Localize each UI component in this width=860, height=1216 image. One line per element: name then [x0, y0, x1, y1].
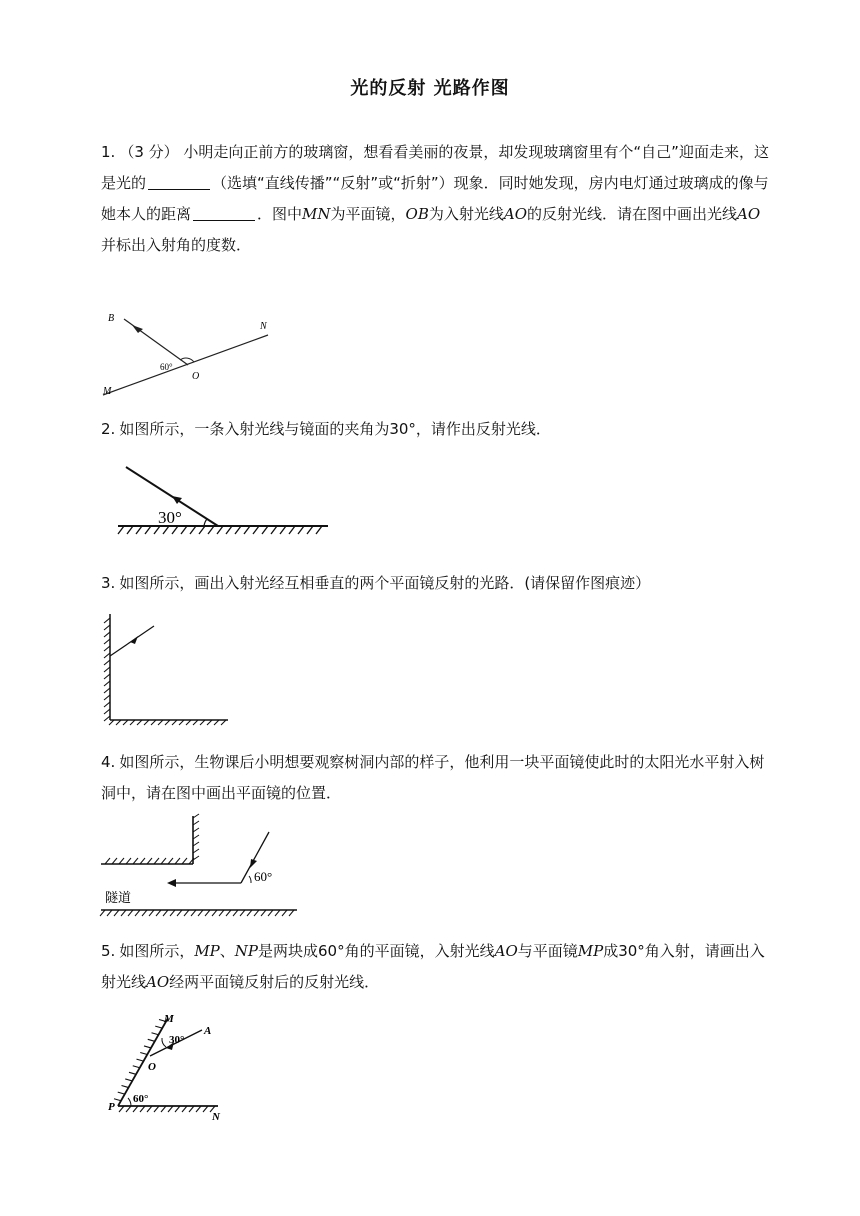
question-text: 为平面镜，	[330, 205, 406, 223]
math-symbol: NP	[234, 942, 259, 960]
mirror-hatch	[193, 842, 199, 846]
mirror-hatch	[147, 1106, 152, 1112]
mirror-hatch	[104, 646, 110, 651]
mirror-hatch	[104, 674, 110, 679]
mirror-hatch	[154, 526, 160, 534]
figure-5	[106, 1010, 230, 1128]
mirror-hatch	[175, 858, 180, 864]
question-5	[101, 936, 771, 998]
mirror-hatch	[114, 910, 119, 916]
math-symbol: AO	[503, 205, 528, 223]
label-p: P	[108, 1101, 115, 1113]
question-text: 、	[219, 942, 235, 960]
question-text: 为入射光线	[428, 205, 504, 223]
mirror-hatch	[154, 1106, 159, 1112]
mirror-hatch	[289, 910, 294, 916]
mirror-hatch	[149, 910, 154, 916]
mirror-hatch	[182, 1106, 187, 1112]
mirror-hatch	[161, 858, 166, 864]
mirror-hatch	[104, 639, 110, 644]
mirror-hatch	[107, 910, 112, 916]
question-text: 如图所示，生物课后小明想要观察树洞内部的样子，他利用一块平面镜使此时的太阳光水平射入树洞中，请在图中画出平面镜的位置．	[101, 753, 765, 802]
angle-label: 60°	[254, 869, 273, 884]
math-symbol: OB	[405, 205, 429, 223]
mirror-hatch	[199, 526, 205, 534]
mirror-hatch	[177, 910, 182, 916]
mirror-hatch	[104, 688, 110, 693]
mirror-hatch	[104, 660, 110, 665]
mirror-hatch	[168, 1106, 173, 1112]
mirror-hatch	[104, 681, 110, 686]
answer-blank[interactable]	[193, 204, 255, 221]
question-2	[101, 414, 771, 445]
math-symbol: MP	[194, 942, 220, 960]
math-symbol: AO	[146, 973, 170, 991]
mirror-hatch	[191, 910, 196, 916]
question-number: 2.	[101, 420, 116, 438]
angle-label: 60°	[160, 362, 173, 372]
mirror-hatch	[280, 526, 286, 534]
mirror-hatch	[275, 910, 280, 916]
mirror-hatch	[254, 910, 259, 916]
mirror-hatch	[193, 849, 199, 853]
mirror-hatch	[100, 910, 105, 916]
question-text: ．图中	[257, 205, 303, 223]
page-title: 光的反射 光路作图	[350, 78, 510, 99]
mirror-hatch	[148, 1039, 155, 1041]
mirror-hatch	[193, 828, 199, 832]
question-3	[101, 568, 771, 599]
figure-1	[100, 305, 280, 400]
mirror-hatch	[226, 526, 232, 534]
mirror-hatch	[170, 910, 175, 916]
mirror-hatch	[289, 526, 295, 534]
mirror-hatch	[104, 618, 110, 623]
label-o: O	[148, 1061, 156, 1073]
mirror-hatch	[190, 526, 196, 534]
mirror-hatch	[247, 910, 252, 916]
mirror-hatch	[163, 910, 168, 916]
mirror-hatch	[261, 910, 266, 916]
mirror-hatch	[168, 858, 173, 864]
mirror-hatch	[240, 910, 245, 916]
mirror-hatch	[126, 1106, 131, 1112]
mirror-hatch	[193, 814, 199, 818]
label-n: N	[212, 1111, 220, 1123]
mirror-hatch	[154, 858, 159, 864]
question-text: 如图所示，一条入射光线与镜面的夹角为30°，请作出反射光线．	[119, 420, 551, 438]
figure-3	[100, 612, 235, 724]
mirror-hatch	[104, 716, 110, 721]
mirror-hatch	[172, 526, 178, 534]
mirror-hatch	[118, 1092, 125, 1094]
mirror-hatch	[282, 910, 287, 916]
mirror-hatch	[193, 821, 199, 825]
question-1	[101, 137, 771, 261]
mirror-hatch	[316, 526, 322, 534]
mirror-hatch	[119, 858, 124, 864]
mirror-hatch	[208, 526, 214, 534]
tunnel-label: 隧道	[105, 890, 132, 905]
mirror-hatch	[104, 625, 110, 630]
mirror-hatch	[125, 1079, 132, 1081]
answer-blank[interactable]	[148, 173, 210, 190]
mirror-hatch	[129, 1072, 136, 1074]
question-text: 成30°角入射，请画出入射光线	[101, 942, 765, 991]
mirror-hatch	[184, 910, 189, 916]
mirror-hatch	[121, 910, 126, 916]
mirror-hatch	[118, 526, 124, 534]
mirror-hatch	[133, 858, 138, 864]
angle-label-bottom: 60°	[133, 1093, 149, 1105]
mirror-hatch	[262, 526, 268, 534]
mirror-hatch	[244, 526, 250, 534]
mirror-hatch	[133, 1066, 140, 1068]
question-text: 并标出入射角的度数．	[101, 236, 252, 254]
question-text: 的反射光线．请在图中画出光线	[527, 205, 738, 223]
question-number: 3.	[101, 574, 116, 592]
mirror-hatch	[127, 526, 133, 534]
question-text: 与平面镜	[517, 942, 578, 960]
mirror-hatch	[104, 632, 110, 637]
mirror-hatch	[217, 526, 223, 534]
mirror-hatch	[104, 702, 110, 707]
question-text: （选填“直线传播”“反射”或“折射”）现象．同时她发现，房内电灯通过玻璃成的像与她本人的距离	[101, 174, 769, 223]
mirror-hatch	[271, 526, 277, 534]
mirror-hatch	[219, 910, 224, 916]
question-number: 1.	[101, 143, 116, 161]
mirror-hatch	[145, 526, 151, 534]
mirror-hatch	[175, 1106, 180, 1112]
mirror-hatch	[104, 709, 110, 714]
mirror-hatch	[198, 910, 203, 916]
mirror-hatch	[226, 910, 231, 916]
mirror-hatch	[135, 910, 140, 916]
mirror-hatch	[128, 910, 133, 916]
math-symbol: MP	[577, 942, 604, 960]
mirror-hatch	[140, 1106, 145, 1112]
mirror-hatch	[104, 667, 110, 672]
question-number: 5.	[101, 942, 116, 960]
mirror-hatch	[268, 910, 273, 916]
mirror-hatch	[142, 910, 147, 916]
mirror-hatch	[133, 1106, 138, 1112]
mirror-hatch	[104, 695, 110, 700]
mirror-hatch	[233, 910, 238, 916]
mirror-hatch	[136, 526, 142, 534]
question-text: 小明走向正前方的玻璃窗，想看看美丽的夜景，却发现玻璃窗里有个“自己”迎面走来，这是光的	[101, 143, 769, 192]
angle-label-top: 30°	[169, 1034, 185, 1046]
mirror-hatch	[253, 526, 259, 534]
label-n: N	[260, 321, 267, 332]
mirror-hatch	[182, 858, 187, 864]
mirror-hatch	[126, 858, 131, 864]
mirror-hatch	[163, 526, 169, 534]
question-number: 4.	[101, 753, 116, 771]
question-score: （3 分）	[119, 143, 179, 161]
mirror-hatch	[307, 526, 313, 534]
mirror-hatch	[152, 1033, 159, 1035]
mirror-hatch	[147, 858, 152, 864]
mirror-hatch	[122, 1086, 129, 1088]
mirror-hatch	[193, 835, 199, 839]
mirror-hatch	[212, 910, 217, 916]
mirror-hatch	[140, 858, 145, 864]
mirror-hatch	[189, 1106, 194, 1112]
mirror-hatch	[137, 1059, 144, 1061]
label-m: M	[103, 386, 112, 397]
question-4	[101, 747, 771, 809]
label-b: B	[108, 313, 115, 324]
mirror-hatch	[155, 1026, 162, 1028]
label-a: A	[204, 1025, 212, 1037]
mirror-hatch	[114, 1099, 121, 1101]
mirror-hatch	[104, 653, 110, 658]
question-text: 如图所示，	[119, 942, 195, 960]
mirror-hatch	[144, 1046, 151, 1048]
figure-2	[118, 462, 330, 537]
question-text: 是两块成60°角的平面镜，入射光线	[258, 942, 495, 960]
math-symbol: MN	[302, 205, 331, 223]
mirror-hatch	[298, 526, 304, 534]
mirror-hatch	[196, 1106, 201, 1112]
question-text: 经两平面镜反射后的反射光线．	[169, 973, 380, 991]
angle-label: 30°	[158, 508, 182, 527]
question-text: 如图所示，画出入射光经互相垂直的两个平面镜反射的光路．(请保留作图痕迹）	[119, 574, 651, 592]
mirror-hatch	[181, 526, 187, 534]
math-symbol: AO	[494, 942, 518, 960]
mirror-hatch	[203, 1106, 208, 1112]
label-m: M	[164, 1013, 174, 1025]
mirror-hatch	[161, 1106, 166, 1112]
mirror-hatch	[112, 858, 117, 864]
mirror-hatch	[205, 910, 210, 916]
mirror-hatch	[140, 1053, 147, 1055]
mirror-hatch	[105, 858, 110, 864]
label-o: O	[192, 371, 200, 382]
figure-4	[101, 814, 301, 922]
math-symbol: AO	[737, 205, 761, 223]
mirror-hatch	[235, 526, 241, 534]
mirror-hatch	[156, 910, 161, 916]
mirror-hatch	[119, 1106, 124, 1112]
